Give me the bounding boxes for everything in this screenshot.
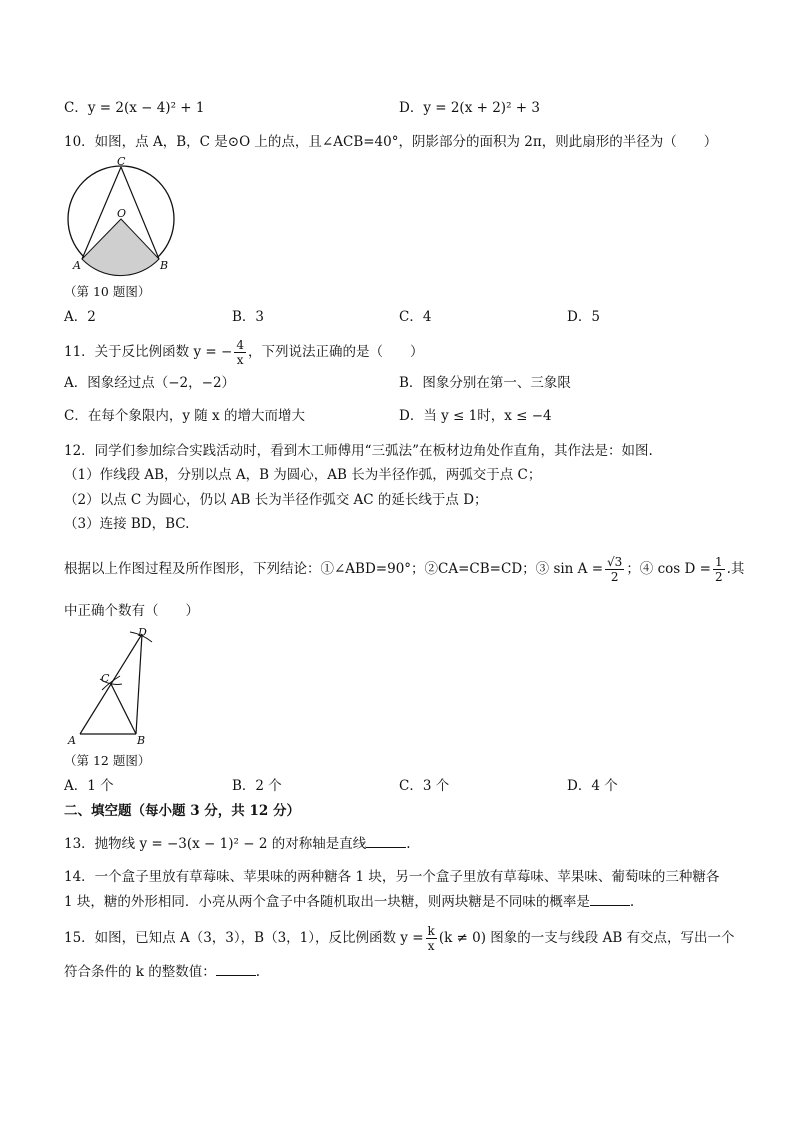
section-title-fill-in: 二、填空题（每小题 3 分，共 12 分）: [64, 803, 300, 819]
q12-concl-post: .其: [726, 561, 745, 577]
q11-option-c: C．在每个象限内，y 随 x 的增大而增大: [64, 408, 305, 424]
q12-step3: （3）连接 BD，BC.: [64, 516, 190, 532]
q15-frac-den: x: [427, 939, 435, 953]
q9-option-c: C．y = 2(x − 4)² + 1: [64, 100, 205, 116]
q14-end: .: [629, 894, 635, 910]
q11-option-b: B．图象分别在第一、三象限: [399, 375, 571, 391]
q12-concl-pre: 根据以上作图过程及所作图形，下列结论：①∠ABD=90°；②CA=CB=CD；③ sin A =: [64, 561, 604, 577]
q12-caption: （第 12 题图）: [64, 753, 151, 768]
q12-step2: （2）以点 C 为圆心，仍以 AB 长为半径作弧交 AC 的延长线于点 D；: [64, 492, 488, 508]
q10-shaded-sector: [82, 219, 159, 276]
q12-concl-mid: ；④ cos D =: [626, 561, 711, 577]
q11-stem-pre: 11．关于反比例函数 y = −: [64, 344, 233, 360]
q12-conclusion-line2: 中正确个数有（ ）: [64, 603, 199, 619]
q15-end: .: [255, 964, 261, 980]
q10-option-d: D．5: [567, 309, 600, 325]
q12-step1: （1）作线段 AB，分别以点 A，B 为圆心，AB 长为半径作弧，两弧交于点 C；: [64, 467, 542, 483]
q12-frac1-num: √3: [607, 555, 623, 569]
q12-frac-1-over-2: [713, 555, 725, 584]
q14-answer-blank[interactable]: [590, 893, 630, 906]
q12-frac-sqrt3-over-2: [605, 555, 624, 584]
q15-fraction: [426, 924, 437, 953]
q14-line1: 14．一个盒子里放有草莓味、苹果味的两种糖各 1 块，另一个盒子里放有草莓味、苹果味、葡萄味的三种糖各: [64, 869, 720, 885]
q10-stem: 10．如图，点 A，B，C 是⊙O 上的点，且∠ACB=40°，阴影部分的面积为 2π，则此扇形的半径为（ ）: [64, 134, 718, 150]
q10-label-o: O: [117, 207, 127, 220]
q12-option-a: A．1 个: [64, 778, 114, 794]
q14-line2: [64, 892, 634, 912]
q15-line2: [64, 962, 260, 982]
q12-conclusion: [64, 552, 744, 586]
q13: [64, 834, 411, 854]
q15-frac-num: k: [427, 924, 435, 938]
q10-caption: （第 10 题图）: [64, 284, 151, 299]
q12-line-bc: [111, 684, 136, 734]
q12-label-c: C: [101, 672, 110, 685]
q11-frac-num: 4: [236, 338, 244, 352]
q10-option-a: A．2: [64, 309, 96, 325]
q12-label-b: B: [137, 734, 146, 747]
q9-option-d: D．y = 2(x + 2)² + 3: [399, 100, 540, 116]
q12-stem: 12．同学们参加综合实践活动时，看到木工师傅用“三弧法”在板材边角处作直角，其作法是：如图.: [64, 443, 653, 459]
q12-frac2-num: 1: [714, 555, 723, 569]
q12-option-c: C．3 个: [399, 778, 450, 794]
q10-label-b: B: [160, 259, 169, 272]
q15-pre: 15．如图，已知点 A（3，3），B（3，1），反比例函数 y =: [64, 930, 424, 946]
q12-line-bd: [136, 634, 142, 734]
q11-stem: [64, 338, 423, 367]
q11-option-a: A．图象经过点（−2，−2）: [64, 375, 236, 391]
q15-post: (k ≠ 0) 图象的一支与线段 AB 有交点，写出一个: [438, 930, 735, 946]
q12-label-a: A: [68, 734, 76, 747]
q10-label-a: A: [73, 259, 81, 272]
q11-fraction: [234, 338, 246, 367]
q11-stem-post: ，下列说法正确的是（ ）: [247, 344, 424, 360]
q13-text: 13．抛物线 y = −3(x − 1)² − 2 的对称轴是直线: [64, 836, 367, 852]
q15-text: 符合条件的 k 的整数值：: [64, 964, 216, 980]
q13-answer-blank[interactable]: [366, 835, 406, 848]
q12-frac1-den: 2: [610, 570, 619, 584]
q12-figure: [64, 624, 164, 750]
q12-label-d: D: [138, 626, 147, 639]
q12-option-d: D．4 个: [567, 778, 618, 794]
q15-answer-blank[interactable]: [216, 963, 256, 976]
q12-frac2-den: 2: [714, 570, 723, 584]
q14-text: 1 块，糖的外形相同．小亮从两个盒子中各随机取出一块糖，则两块糖是不同味的概率是: [64, 894, 590, 910]
q11-frac-den: x: [236, 353, 244, 367]
q11-option-d: D．当 y ≤ 1时，x ≤ −4: [399, 408, 552, 424]
q10-option-b: B．3: [232, 309, 265, 325]
q10-option-c: C．4: [399, 309, 432, 325]
q13-end: .: [406, 836, 411, 852]
q12-option-b: B．2 个: [232, 778, 282, 794]
q15-line1: [64, 923, 735, 953]
q10-label-c: C: [117, 155, 126, 168]
q10-figure: [64, 155, 182, 280]
